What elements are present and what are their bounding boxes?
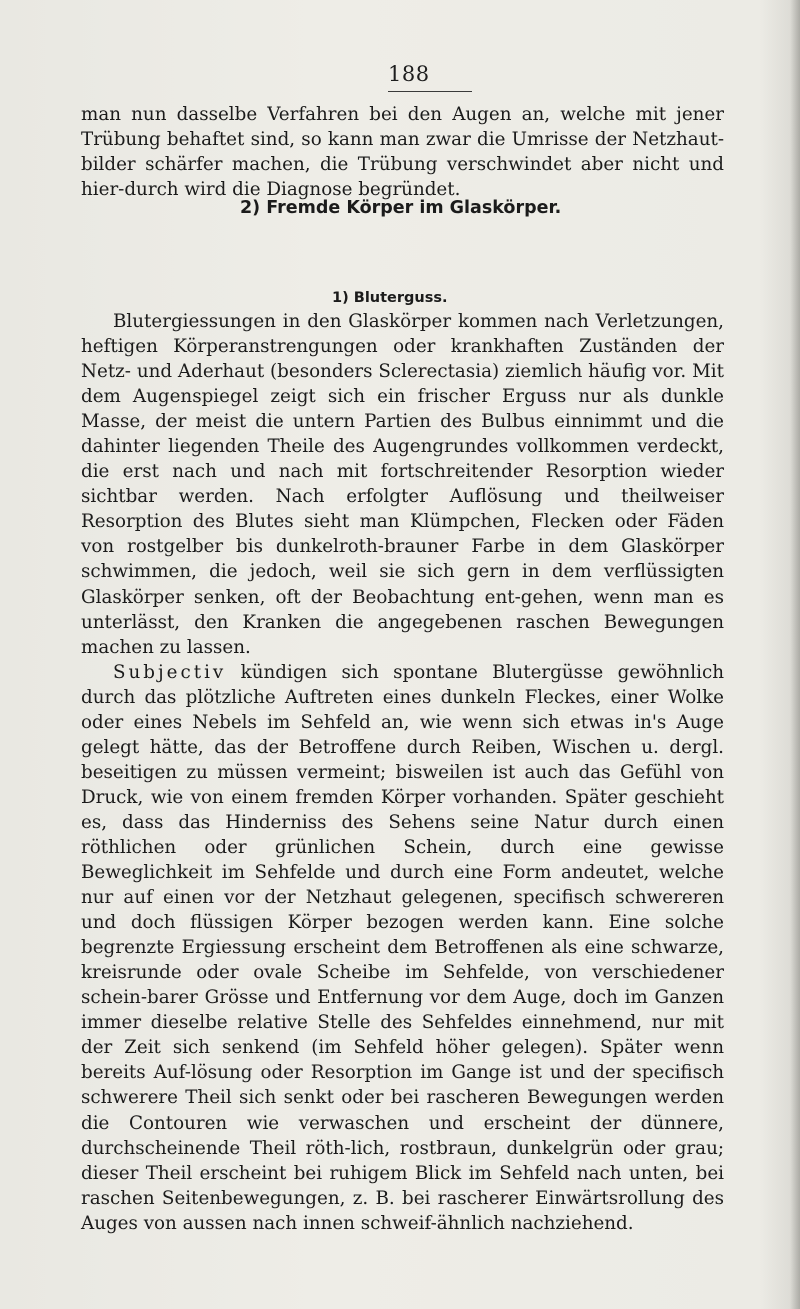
page-number-underline [388, 91, 472, 92]
paragraph-subjectiv [81, 660, 724, 1236]
paragraph-lead-word: Subjectiv [113, 661, 227, 683]
section-heading: 2) Fremde Körper im Glaskörper. [240, 198, 562, 218]
page-number: 188 [388, 62, 430, 86]
subsection-heading: 1) Bluterguss. [332, 290, 448, 306]
body-text [81, 309, 724, 1236]
page-edge-shadow [790, 0, 800, 1309]
intro-text: man nun dasselbe Verfahren bei den Augen an, welche mit jener Trübung behaftet sind, so kann man zwar die Umrisse der Netzhaut-bilder schärfer machen, die Trübung verschwindet aber nicht und hier-durch wird die Diagnose begründet. [81, 104, 724, 201]
intro-paragraph [81, 102, 724, 202]
paragraph-subjectiv-text: kündigen sich spontane Blutergüsse gewöhnlich durch das plötzliche Auftreten eines dunkeln Fleckes, einer Wolke oder eines Nebels im Sehfeld an, wie wenn sich etwas in's Auge gelegt hätte, das der Betroffene durch Reiben, Wischen u. dergl. beseitigen zu müssen vermeint; bisweilen ist auch das Gefühl von Druck, wie von einem fremden Körper vorhanden. Später geschieht es, dass das Hinderniss des Sehens seine Natur durch einen röthlichen oder grünlichen Schein, durch eine gewisse Beweglichkeit im Sehfelde und durch eine Form andeutet, welche nur auf einen vor der Netzhaut gelegenen, specifisch schwereren und doch flüssigen Körper bezogen werden kann. Eine solche begrenzte Ergiessung erscheint dem Betroffenen als eine schwarze, kreisrunde oder ovale Scheibe im Sehfelde, von verschiedener schein-barer Grösse und Entfernung vor dem Auge, doch im Ganzen immer dieselbe relative Stelle des Sehfeldes einnehmend, nur mit der Zeit sich senkend (im Sehfeld höher gelegen). Später wenn bereits Auf-lösung oder Resorption im Gange ist und der specifisch schwerere Theil sich senkt oder bei rascheren Bewegungen werden die Contouren wie verwaschen und erscheint der dünnere, durchscheinende Theil röth-lich, rostbraun, dunkelgrün oder grau; dieser Theil erscheint bei ruhigem Blick im Sehfeld nach unten, bei raschen Seitenbewegungen, z. B. bei rascherer Einwärtsrollung des Auges von aussen nach innen schweif-ähnlich nachziehend. [81, 661, 725, 1234]
paragraph-bluterguss: Blutergiessungen in den Glaskörper kommen nach Verletzungen, heftigen Körperanstrengungen oder krankhaften Zuständen der Netz- und Aderhaut (besonders Sclerectasia) ziemlich häufig vor. Mit dem Augenspiegel zeigt sich ein frischer Erguss nur als dunkle Masse, der meist die untern Partien des Bulbus einnimmt und die dahinter liegenden Theile des Augengrundes vollkommen verdeckt, die erst nach und nach mit fortschreitender Resorption wieder sichtbar werden. Nach erfolgter Auflösung und theilweiser Resorption des Blutes sieht man Klümpchen, Flecken oder Fäden von rostgelber bis dunkelroth-brauner Farbe in dem Glaskörper schwimmen, die jedoch, weil sie sich gern in dem verflüssigten Glaskörper senken, oft der Beobachtung ent-gehen, wenn man es unterlässt, den Kranken die angegebenen raschen Bewegungen machen zu lassen. [81, 311, 724, 658]
